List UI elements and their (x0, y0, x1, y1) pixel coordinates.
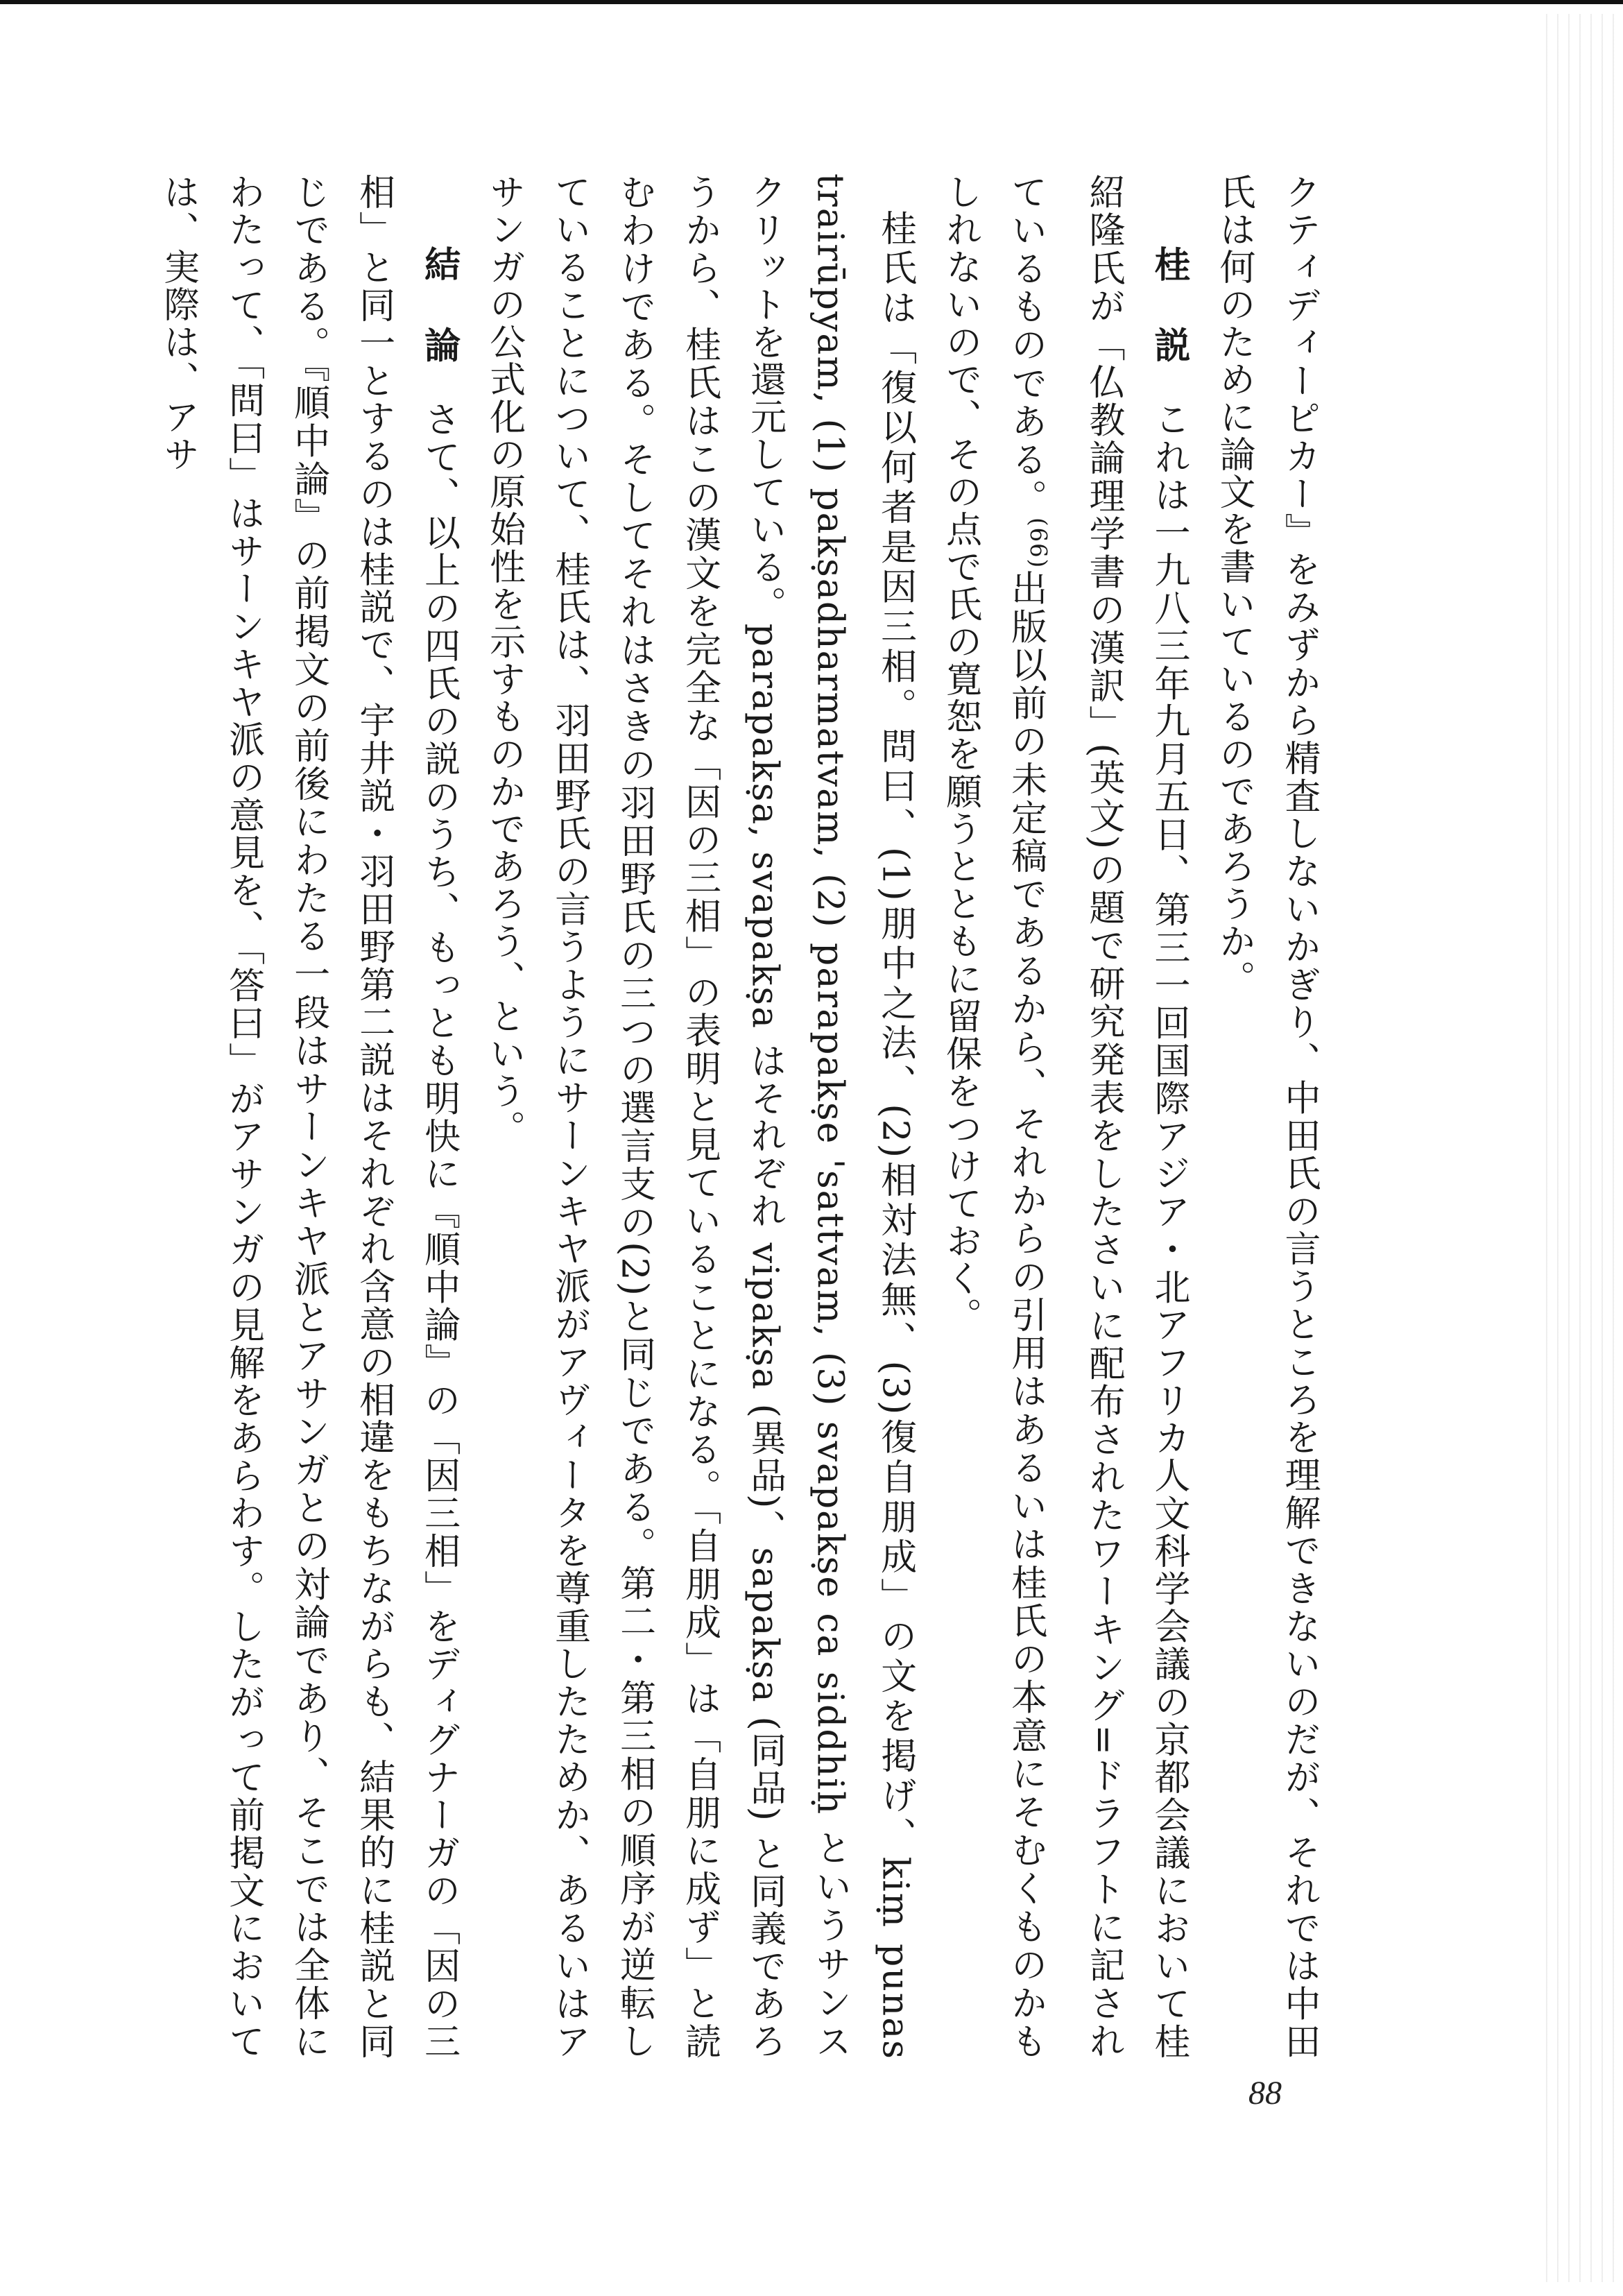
section-heading-conclusion: 結 論 (418, 246, 461, 379)
paragraph-katsura-1 (928, 173, 1201, 2060)
paragraph-conclusion (146, 173, 472, 2060)
paragraph-katsura-2 (472, 173, 928, 2060)
conclusion-text: さて、以上の四氏の説のうち、もっとも明快に『順中論』の「因三相」をディグナーガの「因の三相」と同一とするのは桂説で、宇井説・羽田野第二説はそれぞれ含意の相違をもちながらも、結果的に桂説と同じである。『順中論』の前掲文の前後にわたる一段はサーンキヤ派とアサンガとの対論であり、そこでは全体にわたって、「問曰」はサーンキヤ派の意見を、「答曰」がアサンガの見解をあらわす。したがって前掲文においては、実際は、アサ (157, 173, 460, 2060)
section-heading-katsura: 桂 説 (1148, 246, 1190, 379)
paragraph-continuation (1201, 173, 1332, 2060)
katsura-text-1b: 出版以前の未定稿であるから、それからの引用はあるいは桂氏の本意にそむくものかもしれないので、その点で氏の寛恕を願うとともに留保をつけておく。 (939, 173, 1047, 2061)
page-number: 88 (1248, 2075, 1282, 2111)
footnote-ref: (66) (1025, 517, 1051, 569)
binding-edge-shadow (1540, 14, 1623, 2282)
katsura-text-1: これは一九八三年九月五日、第三一回国際アジア・北アフリカ人文科学会議の京都会議において桂紹隆氏が「仏教論理学書の漢訳」(英文)の題で研究発表をしたさいに配布されたワーキング=ドラフトに記されているものである。 (1004, 173, 1190, 2060)
line-intro: 何のために論文を書いているのであろうか。 (1213, 248, 1255, 997)
vertical-text-body (153, 173, 1332, 2060)
katsura-text-2: 桂氏は「復以何者是因三相。問曰、(1)朋中之法、(2)相対法無、(3)復自朋成」の文を掲げ、kiṃ punas trairūpyam, (1) pakṣadharmatvam, (2) parapakṣe 'sattvam, (3) svapakṣe ca siddhiḥ というサンスクリットを還元している。parapakṣa, svapakṣa はそれぞれ vipakṣa (異品)、sapakṣa (同品) と同義であろうから、桂氏はこの漢文を完全な「因の三相」の表明と見ていることになる。「自朋成」は「自朋に成ず」と読むわけである。そしてそれはさきの羽田野氏の三つの選言支の(2)と同じである。第二・第三相の順序が逆転していることについて、桂氏は、羽田野氏の言うようにサーンキヤ派がアヴィータを尊重したためか、あるいはアサンガの公式化の原始性を示すものかであろう、という。 (483, 173, 916, 2060)
line-top: クティディーピカー』をみずから精査しないかぎり、中田氏の言うところを理解できないのだが、それでは中田氏は (1213, 173, 1320, 2061)
scan-top-edge (0, 0, 1623, 4)
